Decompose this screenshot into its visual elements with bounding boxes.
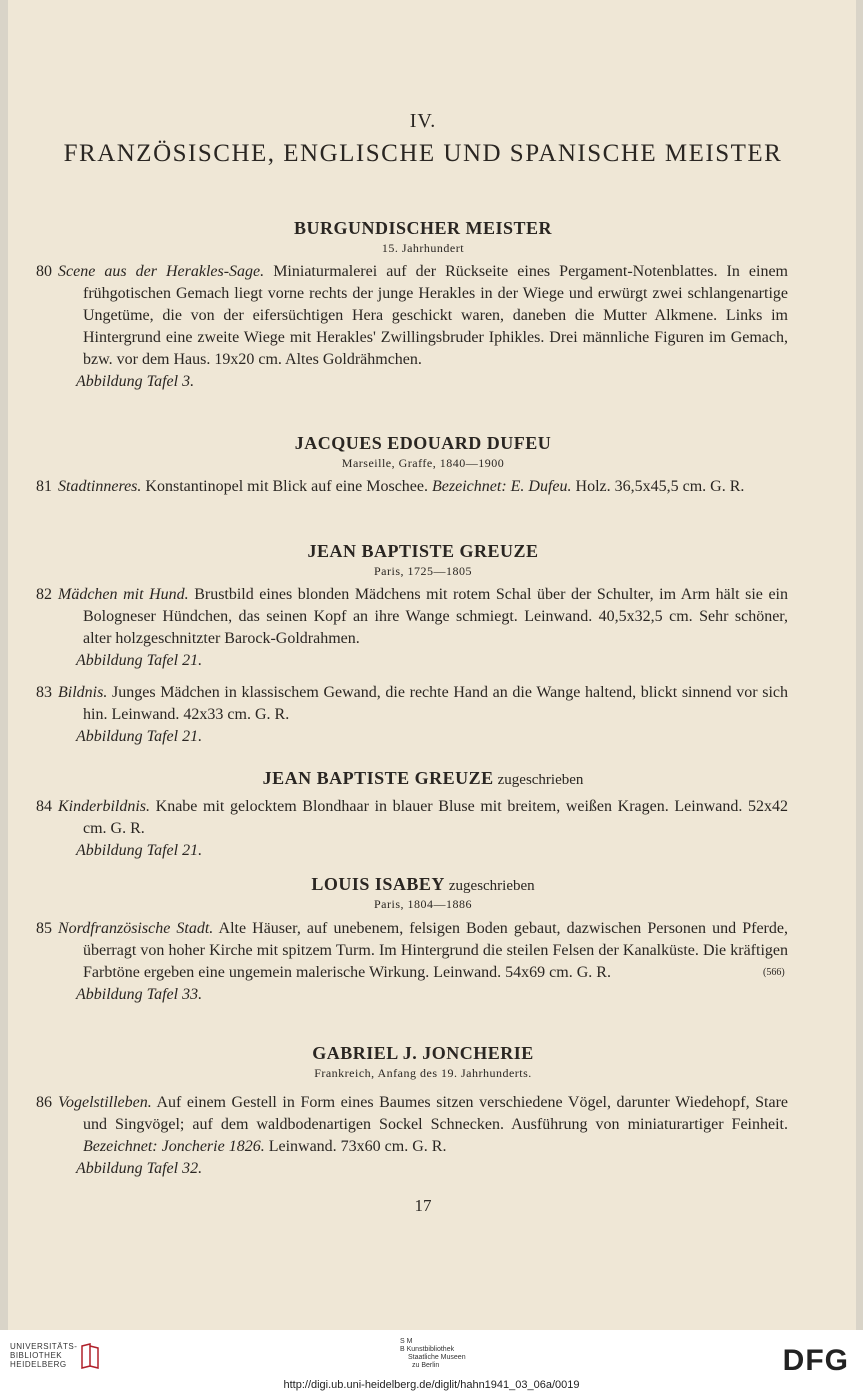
stamp-line: S M bbox=[400, 1338, 413, 1345]
entry-text-2: Holz. 36,5x45,5 cm. G. R. bbox=[571, 478, 745, 495]
entry-number: 86 bbox=[36, 1094, 52, 1111]
entry-text-2: Leinwand. 73x60 cm. G. R. bbox=[264, 1138, 447, 1155]
entry-illustration: Abbildung Tafel 21. bbox=[76, 842, 203, 859]
entry-text: Knabe mit gelocktem Blondhaar in blauer Bluse mit breitem, weißen Kragen. Leinwand. 52x42 cm. G. R. bbox=[83, 798, 788, 837]
entry-illustration: Abbildung Tafel 32. bbox=[76, 1160, 203, 1177]
artist-name: JEAN BAPTISTE GREUZE bbox=[307, 541, 539, 561]
entry-title: Scene aus der Herakles-Sage. bbox=[58, 263, 265, 280]
artist-name: LOUIS ISABEY bbox=[311, 874, 445, 894]
artist-name: GABRIEL J. JONCHERIE bbox=[312, 1043, 534, 1063]
entry-illustration: Abbildung Tafel 3. bbox=[76, 373, 195, 390]
entry-text: Miniaturmalerei auf der Rückseite eines Pergament-Notenblattes. In einem frühgotischen Gemach liegt vorne rechts der junge Herakles in der Wiege und erwürgt zwei schlangenartige Ungetüme, die von der eifersüchtigen Hera geschickt waren, daneben die Mutter Alkmene. Links im Hintergrund eine zweite Wiege mit Herakles' Zwillingsbruder Iphikles. Drei männliche Figuren im Gemach, bzw. vor dem Haus. 19x20 cm. Altes Goldrähmchen. bbox=[83, 263, 789, 368]
entry-title: Kinderbildnis. bbox=[58, 798, 151, 815]
section-title: FRANZÖSISCHE, ENGLISCHE UND SPANISCHE MEISTER bbox=[63, 140, 783, 167]
entry-signature: Bezeichnet: E. Dufeu. bbox=[428, 478, 572, 495]
artist-heading bbox=[58, 218, 788, 256]
entry-number: 83 bbox=[36, 684, 52, 701]
artist-dates: Paris, 1725—1805 bbox=[374, 564, 472, 578]
entry-number: 85 bbox=[36, 920, 52, 937]
artist-attribution: zugeschrieben bbox=[497, 772, 584, 788]
entry-illustration: Abbildung Tafel 21. bbox=[76, 652, 203, 669]
entry-illustration: Abbildung Tafel 21. bbox=[76, 728, 203, 745]
catalog-entry bbox=[36, 682, 788, 748]
artist-heading bbox=[58, 768, 788, 789]
page-url[interactable]: http://digi.ub.uni-heidelberg.de/diglit/hahn1941_03_06a/0019 bbox=[283, 1379, 580, 1391]
artist-name: JEAN BAPTISTE GREUZE bbox=[262, 768, 494, 788]
stamp-line: zu Berlin bbox=[412, 1362, 440, 1369]
artist-dates: Marseille, Graffe, 1840—1900 bbox=[341, 456, 505, 470]
dfg-logo[interactable]: DFG bbox=[782, 1344, 849, 1377]
artist-dates: Paris, 1804—1886 bbox=[374, 897, 472, 911]
entry-signature: Bezeichnet: Joncherie 1826. bbox=[83, 1138, 265, 1155]
entry-number: 84 bbox=[36, 798, 52, 815]
entry-text: Konstantinopel mit Blick auf eine Moschee. bbox=[141, 478, 429, 495]
entry-text: Auf einem Gestell in Form eines Baumes sitzen verschiedene Vögel, darunter Wiedehopf, Stare und Singvögel; auf dem waldbodenartigen Sockel Schnecken. Ausführung von miniaturartiger Feinheit. bbox=[83, 1094, 788, 1133]
artist-dates: Frankreich, Anfang des 19. Jahrhunderts. bbox=[314, 1066, 532, 1080]
artist-heading bbox=[58, 541, 788, 579]
entry-number: 82 bbox=[36, 586, 52, 603]
entry-illustration: Abbildung Tafel 33. bbox=[76, 986, 203, 1003]
entry-text: Brustbild eines blonden Mädchens mit rotem Schal über der Schulter, im Arm hält sie ein Bologneser Hündchen, das seinen Kopf an ihre Wange schmiegt. Leinwand. 40,5x32,5 cm. Sehr schöner, alter holzgeschnitzter Barock-Goldrahmen. bbox=[83, 586, 789, 647]
catalog-entry bbox=[36, 584, 789, 672]
artist-name: JACQUES EDOUARD DUFEU bbox=[294, 433, 552, 453]
university-library-logo[interactable] bbox=[10, 1342, 77, 1369]
catalog-entry bbox=[36, 261, 789, 393]
stamp-line: Staatliche Museen bbox=[408, 1354, 466, 1361]
library-stamp bbox=[400, 1338, 466, 1370]
page-number: 17 bbox=[414, 1196, 432, 1215]
entry-title: Bildnis. bbox=[58, 684, 108, 701]
entry-number: 81 bbox=[36, 478, 52, 495]
catalog-entry bbox=[36, 476, 788, 498]
section-number: IV. bbox=[409, 110, 437, 132]
entry-text: Alte Häuser, auf unebenem, felsigen Boden gebaut, dazwischen Personen und Pferde, überragt von hoher Kirche mit spitzem Turm. Im Hintergrund die steilen Felsen der Kanalküste. Die kräftigen Farbtöne ergeben eine ungemein malerische Wirkung. Leinwand. 54x69 cm. G. R. bbox=[83, 920, 788, 981]
scanned-page bbox=[8, 0, 856, 1330]
logo-line: BIBLIOTHEK bbox=[10, 1351, 63, 1360]
stamp-line: B Kunstbibliothek bbox=[400, 1346, 455, 1353]
logo-line: UNIVERSITÄTS- bbox=[10, 1342, 78, 1351]
entry-title: Nordfranzösische Stadt. bbox=[58, 920, 214, 937]
entry-title: Stadtinneres. bbox=[58, 478, 142, 495]
entry-title: Vogelstilleben. bbox=[58, 1094, 152, 1111]
artist-heading bbox=[58, 874, 788, 912]
viewer-footer bbox=[0, 1330, 863, 1393]
catalog-entry bbox=[36, 796, 788, 862]
logo-line: HEIDELBERG bbox=[10, 1360, 67, 1369]
catalog-entry bbox=[36, 1092, 788, 1180]
artist-attribution: zugeschrieben bbox=[448, 878, 535, 894]
entry-title: Mädchen mit Hund. bbox=[58, 586, 189, 603]
artist-heading bbox=[58, 433, 788, 471]
entry-number: 80 bbox=[36, 263, 52, 280]
artist-name: BURGUNDISCHER MEISTER bbox=[293, 218, 553, 238]
artist-heading bbox=[58, 1043, 788, 1081]
artist-dates: 15. Jahrhundert bbox=[381, 241, 465, 255]
library-emblem-icon bbox=[80, 1342, 100, 1370]
catalog-entry: 85 Nordfranzösische Stadt. Alte Häuser, auf unebenem, felsigen Boden gebaut, dazwischen Personen und Pferde, überragt von hoher Kirche mit spitzem Turm. Im Hintergrund die steilen Felsen der Kanalküste. Die kräftigen Farbtöne ergeben eine ungemein malerische Wirkung. Leinwand. 54x69 cm. G. R. (566) Abbildung Tafel 33. bbox=[58, 918, 788, 1006]
entry-text: Junges Mädchen in klassischem Gewand, die rechte Hand an die Wange haltend, blickt sinnend vor sich hin. Leinwand. 42x33 cm. G. R. bbox=[83, 684, 788, 723]
